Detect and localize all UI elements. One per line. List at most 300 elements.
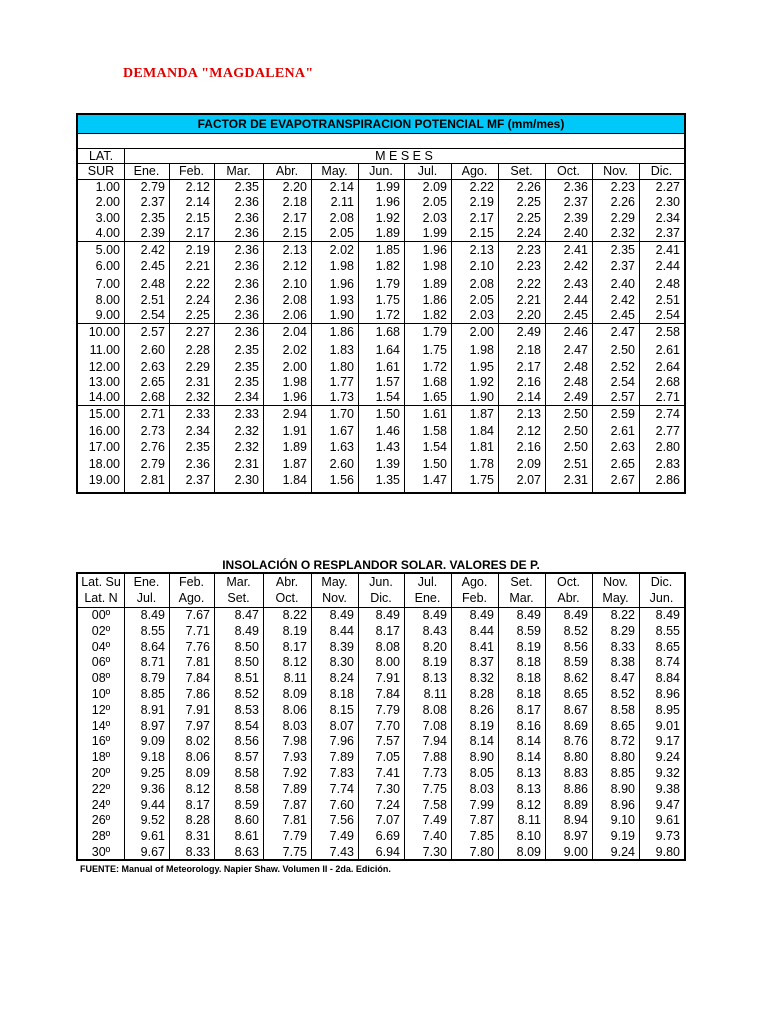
- month-north-header: Ago.: [178, 591, 205, 605]
- table-cell: 7.30: [422, 845, 447, 859]
- lat-header: LAT.: [88, 149, 114, 163]
- table-cell: 9.73: [655, 829, 680, 843]
- table-cell: 2.21: [516, 293, 541, 307]
- table-cell: 2.50: [563, 407, 588, 421]
- table-cell: 8.79: [140, 671, 165, 685]
- table-cell: 2.25: [185, 308, 210, 322]
- table-cell: 2.61: [610, 424, 635, 438]
- table-cell: 7.76: [185, 640, 210, 654]
- table-cell: 8.83: [563, 766, 588, 780]
- table-cell: 2.44: [563, 293, 588, 307]
- table-cell: 2.42: [563, 259, 588, 273]
- table-cell: 2.32: [185, 390, 210, 404]
- table-cell: 7.94: [422, 734, 447, 748]
- table-cell: 2.63: [610, 440, 635, 454]
- row-latitude: 08º: [91, 671, 111, 685]
- table-cell: 2.24: [185, 293, 210, 307]
- column-divider: [311, 163, 312, 492]
- table-cell: 2.60: [329, 457, 354, 471]
- table-cell: 1.98: [329, 259, 354, 273]
- table-cell: 2.13: [469, 243, 494, 257]
- table-cell: 7.80: [469, 845, 494, 859]
- row-latitude: 20º: [91, 766, 111, 780]
- table2-title: INSOLACIÓN O RESPLANDOR SOLAR. VALORES DE P.: [222, 558, 540, 572]
- table-cell: 2.37: [563, 195, 588, 209]
- table-cell: 8.19: [282, 624, 307, 638]
- month-south-header: Abr.: [275, 575, 299, 589]
- table-cell: 1.73: [329, 390, 354, 404]
- table-cell: 9.24: [610, 845, 635, 859]
- insolation-table: [76, 572, 686, 861]
- table-cell: 9.00: [563, 845, 588, 859]
- table-cell: 8.59: [563, 655, 588, 669]
- table-cell: 2.29: [610, 211, 635, 225]
- table-cell: 2.47: [610, 325, 635, 339]
- table-cell: 8.84: [655, 671, 680, 685]
- table-cell: 2.49: [516, 325, 541, 339]
- table-cell: 8.11: [517, 813, 541, 827]
- table-cell: 9.18: [140, 750, 165, 764]
- table-cell: 8.12: [516, 798, 541, 812]
- table-cell: 8.43: [422, 624, 447, 638]
- table-cell: 1.89: [282, 440, 307, 454]
- month-south-header: Jun.: [369, 575, 393, 589]
- table-cell: 2.36: [234, 243, 259, 257]
- column-divider: [358, 574, 359, 859]
- table-cell: 7.97: [185, 719, 210, 733]
- row-latitude: 02º: [91, 624, 111, 638]
- table-cell: 8.13: [516, 782, 541, 796]
- table-cell: 2.29: [185, 360, 210, 374]
- table-cell: 2.57: [140, 325, 165, 339]
- table-cell: 2.61: [655, 343, 680, 357]
- table-cell: 8.67: [563, 703, 588, 717]
- table-cell: 1.47: [422, 473, 447, 487]
- sur-header: SUR: [87, 164, 115, 178]
- table-cell: 8.59: [234, 798, 259, 812]
- table-cell: 2.32: [234, 440, 259, 454]
- table-cell: 2.18: [282, 195, 307, 209]
- table-cell: 2.36: [234, 226, 259, 240]
- table-cell: 2.50: [563, 440, 588, 454]
- month-header: Jul.: [417, 164, 438, 178]
- table-cell: 2.08: [282, 293, 307, 307]
- table-cell: 1.79: [375, 277, 400, 291]
- table-cell: 8.09: [282, 687, 307, 701]
- table-cell: 2.34: [655, 211, 680, 225]
- table-cell: 8.29: [610, 624, 635, 638]
- table-cell: 2.05: [329, 226, 354, 240]
- column-divider: [639, 163, 640, 492]
- table-cell: 2.33: [185, 407, 210, 421]
- table-cell: 2.46: [563, 325, 588, 339]
- table-cell: 2.19: [185, 243, 210, 257]
- table-cell: 7.87: [282, 798, 307, 812]
- column-divider: [498, 163, 499, 492]
- table-cell: 9.36: [140, 782, 165, 796]
- table-cell: 7.41: [375, 766, 400, 780]
- table-cell: 2.44: [655, 259, 680, 273]
- row-latitude: 14º: [91, 719, 111, 733]
- table-cell: 2.03: [422, 211, 447, 225]
- table-cell: 2.20: [282, 180, 307, 194]
- table-cell: 8.39: [329, 640, 354, 654]
- column-divider: [124, 574, 125, 859]
- table-cell: 7.49: [422, 813, 447, 827]
- table-cell: 2.36: [563, 180, 588, 194]
- table-cell: 2.14: [329, 180, 354, 194]
- table-cell: 8.12: [282, 655, 307, 669]
- month-header: Jun.: [369, 164, 393, 178]
- months-group-header: M E S E S: [375, 149, 433, 163]
- table-cell: 8.54: [234, 719, 259, 733]
- table-cell: 2.35: [234, 343, 259, 357]
- table-cell: 2.48: [140, 277, 165, 291]
- month-header: May.: [321, 164, 348, 178]
- table-cell: 1.68: [422, 375, 447, 389]
- table-cell: 8.44: [329, 624, 354, 638]
- table-cell: 7.24: [375, 798, 400, 812]
- table-cell: 2.35: [234, 360, 259, 374]
- column-divider: [358, 163, 359, 492]
- table-cell: 1.98: [422, 259, 447, 273]
- column-divider: [124, 148, 125, 492]
- table-cell: 8.33: [185, 845, 210, 859]
- month-south-header: Ene.: [133, 575, 160, 589]
- table-cell: 2.54: [655, 308, 680, 322]
- table-cell: 1.82: [375, 259, 400, 273]
- row-latitude: 17.00: [88, 440, 120, 454]
- table-cell: 2.41: [655, 243, 680, 257]
- table-cell: 1.99: [422, 226, 447, 240]
- table-cell: 2.34: [234, 390, 259, 404]
- row-latitude: 1.00: [95, 180, 120, 194]
- table-cell: 1.90: [469, 390, 494, 404]
- table-cell: 2.37: [140, 195, 165, 209]
- table-cell: 2.49: [563, 390, 588, 404]
- row-latitude: 15.00: [88, 407, 120, 421]
- month-south-header: Set.: [510, 575, 533, 589]
- table-cell: 1.68: [375, 325, 400, 339]
- row-latitude: 26º: [91, 813, 111, 827]
- table-cell: 1.96: [375, 195, 400, 209]
- table-cell: 8.58: [234, 766, 259, 780]
- table-cell: 2.42: [140, 243, 165, 257]
- table-cell: 9.67: [140, 845, 165, 859]
- table-cell: 8.52: [610, 687, 635, 701]
- column-divider: [263, 574, 264, 859]
- row-latitude: 18.00: [88, 457, 120, 471]
- table-cell: 8.18: [516, 687, 541, 701]
- month-header: Oct.: [557, 164, 580, 178]
- month-south-header: Dic.: [650, 575, 673, 589]
- row-latitude: 24º: [91, 798, 111, 812]
- table-cell: 8.80: [563, 750, 588, 764]
- table-cell: 7.85: [469, 829, 494, 843]
- table-cell: 2.22: [516, 277, 541, 291]
- table-cell: 9.38: [655, 782, 680, 796]
- table-cell: 2.10: [469, 259, 494, 273]
- table-cell: 1.89: [422, 277, 447, 291]
- row-latitude: 16º: [91, 734, 111, 748]
- table-cell: 8.22: [610, 608, 635, 622]
- table-cell: 8.11: [283, 671, 307, 685]
- table-cell: 8.37: [469, 655, 494, 669]
- table-cell: 2.03: [469, 308, 494, 322]
- table-cell: 8.24: [329, 671, 354, 685]
- table-cell: 8.58: [610, 703, 635, 717]
- table-cell: 8.50: [234, 655, 259, 669]
- table-cell: 8.00: [375, 655, 400, 669]
- table-cell: 2.68: [140, 390, 165, 404]
- table-cell: 1.81: [469, 440, 494, 454]
- table-cell: 8.80: [610, 750, 635, 764]
- row-latitude: 3.00: [95, 211, 120, 225]
- row-latitude: 19.00: [88, 473, 120, 487]
- row-latitude: 8.00: [95, 293, 120, 307]
- table-cell: 2.45: [140, 259, 165, 273]
- table-cell: 7.87: [469, 813, 494, 827]
- table-cell: 9.61: [655, 813, 680, 827]
- month-south-header: Feb.: [178, 575, 204, 589]
- table-cell: 8.97: [140, 719, 165, 733]
- table-cell: 2.22: [469, 180, 494, 194]
- table-cell: 8.17: [185, 798, 210, 812]
- table-cell: 8.38: [610, 655, 635, 669]
- table-cell: 1.58: [422, 424, 447, 438]
- table-cell: 1.99: [375, 180, 400, 194]
- table-cell: 2.65: [140, 375, 165, 389]
- table-cell: 7.56: [329, 813, 354, 827]
- table-cell: 8.49: [563, 608, 588, 622]
- table-cell: 2.59: [610, 407, 635, 421]
- table-cell: 2.13: [282, 243, 307, 257]
- table-cell: 8.17: [375, 624, 400, 638]
- table-cell: 8.05: [469, 766, 494, 780]
- month-south-header: Mar.: [226, 575, 251, 589]
- table-cell: 7.79: [282, 829, 307, 843]
- table-cell: 7.81: [282, 813, 307, 827]
- table-cell: 8.15: [329, 703, 354, 717]
- table-cell: 2.16: [516, 440, 541, 454]
- table-cell: 8.50: [234, 640, 259, 654]
- table-cell: 2.18: [516, 343, 541, 357]
- table-cell: 2.64: [655, 360, 680, 374]
- table-cell: 1.92: [375, 211, 400, 225]
- table-cell: 2.39: [140, 226, 165, 240]
- month-north-header: Dic.: [370, 591, 392, 605]
- table-cell: 7.07: [375, 813, 400, 827]
- table-cell: 8.64: [140, 640, 165, 654]
- table-cell: 2.71: [140, 407, 165, 421]
- table-cell: 2.31: [234, 457, 259, 471]
- table-cell: 8.86: [563, 782, 588, 796]
- table-cell: 7.75: [282, 845, 307, 859]
- table-cell: 2.51: [140, 293, 165, 307]
- table-cell: 8.96: [655, 687, 680, 701]
- table-cell: 2.43: [563, 277, 588, 291]
- table-cell: 8.59: [516, 624, 541, 638]
- table-cell: 8.72: [610, 734, 635, 748]
- column-divider: [263, 163, 264, 492]
- month-north-header: Abr.: [557, 591, 580, 605]
- table-cell: 1.82: [422, 308, 447, 322]
- table-cell: 9.09: [140, 734, 165, 748]
- month-header: Nov.: [603, 164, 628, 178]
- table-cell: 8.71: [140, 655, 165, 669]
- table-cell: 7.91: [375, 671, 400, 685]
- table-cell: 2.09: [516, 457, 541, 471]
- month-header: Feb.: [178, 164, 204, 178]
- table-cell: 2.71: [655, 390, 680, 404]
- table-cell: 2.25: [516, 195, 541, 209]
- table-cell: 2.47: [563, 343, 588, 357]
- table-cell: 2.23: [516, 243, 541, 257]
- table-cell: 1.93: [329, 293, 354, 307]
- table-cell: 1.64: [375, 343, 400, 357]
- table-cell: 8.14: [516, 750, 541, 764]
- row-latitude: 28º: [91, 829, 111, 843]
- row-latitude: 10.00: [88, 325, 120, 339]
- table-cell: 2.00: [469, 325, 494, 339]
- divider: [78, 133, 684, 134]
- row-latitude: 10º: [91, 687, 111, 701]
- table-cell: 2.36: [185, 457, 210, 471]
- month-north-header: Jul.: [136, 591, 157, 605]
- table-cell: 8.58: [234, 782, 259, 796]
- lat-north-header: Lat. N: [84, 591, 118, 605]
- table-cell: 8.49: [655, 608, 680, 622]
- table-cell: 7.81: [185, 655, 210, 669]
- table-cell: 8.49: [469, 608, 494, 622]
- table-cell: 2.48: [655, 277, 680, 291]
- table-cell: 8.12: [185, 782, 210, 796]
- table-cell: 8.13: [422, 671, 447, 685]
- column-divider: [498, 574, 499, 859]
- table-cell: 2.42: [610, 293, 635, 307]
- month-header: Ene.: [133, 164, 160, 178]
- month-header: Set.: [510, 164, 533, 178]
- table-cell: 2.10: [282, 277, 307, 291]
- table1-title: FACTOR DE EVAPOTRANSPIRACION POTENCIAL MF (mm/mes): [197, 117, 565, 131]
- month-north-header: Jun.: [649, 591, 674, 605]
- table-cell: 7.40: [422, 829, 447, 843]
- table-cell: 2.22: [185, 277, 210, 291]
- table-cell: 1.87: [469, 407, 494, 421]
- table-cell: 2.26: [516, 180, 541, 194]
- table-cell: 2.35: [185, 440, 210, 454]
- table-cell: 8.18: [516, 655, 541, 669]
- table-cell: 2.80: [655, 440, 680, 454]
- month-north-header: Feb.: [461, 591, 487, 605]
- table-cell: 2.40: [610, 277, 635, 291]
- table-cell: 2.12: [282, 259, 307, 273]
- table-cell: 1.96: [422, 243, 447, 257]
- table-cell: 2.15: [185, 211, 210, 225]
- table-cell: 2.35: [140, 211, 165, 225]
- table-cell: 2.09: [422, 180, 447, 194]
- table-cell: 8.19: [422, 655, 447, 669]
- table-cell: 2.36: [234, 259, 259, 273]
- table-cell: 8.65: [563, 687, 588, 701]
- table-cell: 2.14: [516, 390, 541, 404]
- table-cell: 8.09: [516, 845, 541, 859]
- row-latitude: 7.00: [95, 277, 120, 291]
- table-cell: 9.24: [655, 750, 680, 764]
- table-cell: 1.57: [375, 375, 400, 389]
- table-cell: 8.91: [140, 703, 165, 717]
- month-north-header: Oct.: [275, 591, 299, 605]
- table-cell: 9.52: [140, 813, 165, 827]
- table-cell: 2.25: [516, 211, 541, 225]
- table-cell: 2.15: [282, 226, 307, 240]
- table-cell: 2.08: [329, 211, 354, 225]
- table-cell: 1.63: [329, 440, 354, 454]
- table-cell: 8.62: [563, 671, 588, 685]
- table-cell: 1.50: [375, 407, 400, 421]
- table-cell: 1.65: [422, 390, 447, 404]
- column-divider: [169, 574, 170, 859]
- table-cell: 8.28: [469, 687, 494, 701]
- table-cell: 2.63: [140, 360, 165, 374]
- table-cell: 7.83: [329, 766, 354, 780]
- table-cell: 8.96: [610, 798, 635, 812]
- table-cell: 1.86: [329, 325, 354, 339]
- month-header: Dic.: [650, 164, 673, 178]
- table-cell: 2.05: [422, 195, 447, 209]
- table-cell: 9.10: [610, 813, 635, 827]
- month-north-header: Set.: [227, 591, 250, 605]
- table-cell: 7.84: [375, 687, 400, 701]
- table-cell: 7.74: [329, 782, 354, 796]
- table-cell: 8.52: [563, 624, 588, 638]
- table-cell: 8.44: [469, 624, 494, 638]
- table-cell: 1.75: [375, 293, 400, 307]
- table-cell: 8.03: [469, 782, 494, 796]
- table-cell: 8.49: [140, 608, 165, 622]
- table-cell: 1.79: [422, 325, 447, 339]
- row-latitude: 11.00: [89, 343, 120, 357]
- month-north-header: May.: [602, 591, 629, 605]
- table-cell: 2.35: [234, 375, 259, 389]
- table-cell: 2.51: [563, 457, 588, 471]
- column-divider: [404, 574, 405, 859]
- month-south-header: May.: [321, 575, 348, 589]
- row-latitude: 2.00: [95, 195, 120, 209]
- table-cell: 8.69: [563, 719, 588, 733]
- table-cell: 8.95: [655, 703, 680, 717]
- table-cell: 1.54: [375, 390, 400, 404]
- table-cell: 7.08: [422, 719, 447, 733]
- table-cell: 7.30: [375, 782, 400, 796]
- table-cell: 2.65: [610, 457, 635, 471]
- table-cell: 2.15: [469, 226, 494, 240]
- table-cell: 8.97: [563, 829, 588, 843]
- column-divider: [545, 574, 546, 859]
- table-cell: 8.33: [610, 640, 635, 654]
- table-cell: 7.84: [185, 671, 210, 685]
- table-cell: 7.67: [185, 608, 210, 622]
- table-cell: 2.30: [234, 473, 259, 487]
- table-cell: 2.35: [610, 243, 635, 257]
- table-cell: 2.40: [563, 226, 588, 240]
- table-cell: 2.12: [185, 180, 210, 194]
- table-cell: 8.18: [516, 671, 541, 685]
- table-cell: 2.68: [655, 375, 680, 389]
- table-cell: 1.78: [469, 457, 494, 471]
- row-latitude: 16.00: [88, 424, 120, 438]
- table-cell: 8.07: [329, 719, 354, 733]
